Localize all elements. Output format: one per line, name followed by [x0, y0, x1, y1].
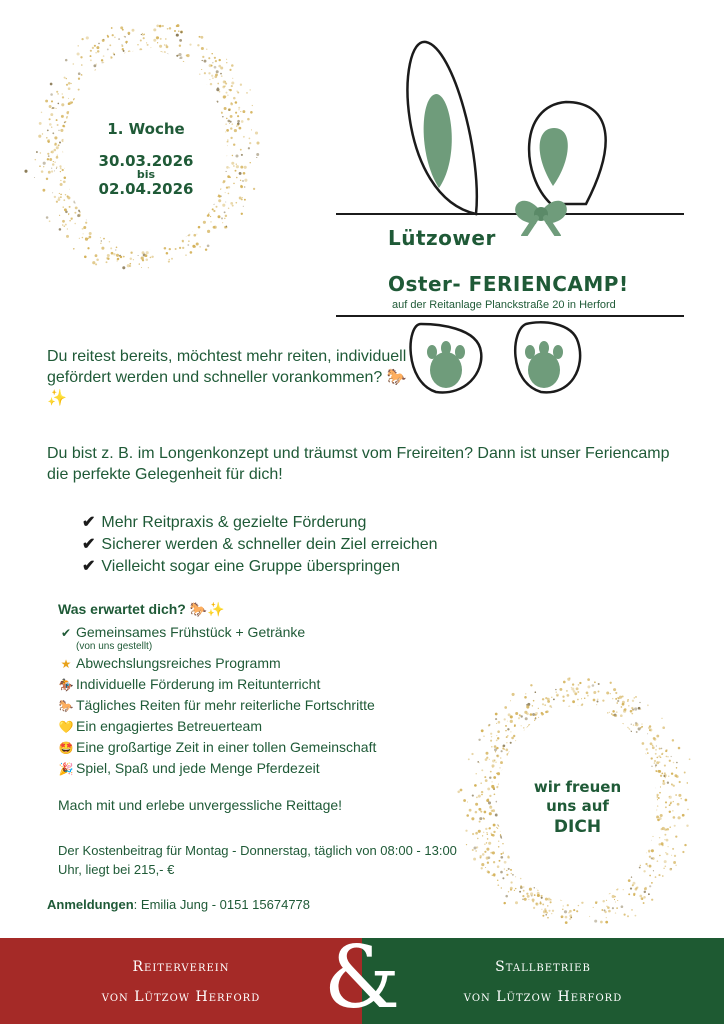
ampersand-logo: & — [323, 928, 401, 1028]
wir-freuen-line1: wir freuen — [533, 778, 622, 796]
wir-freuen-line3: DICH — [553, 817, 602, 837]
camp-title-line1: Lützower — [388, 226, 496, 250]
intro-paragraph-1: Du reitest bereits, möchtest mehr reiten, individuell gefördert werden und schneller vorankommen? 🐎✨ — [47, 348, 407, 407]
footer-left-line2: von Lützow Herford — [101, 989, 261, 1005]
left-paw-icon — [411, 324, 482, 392]
list-item: ★ Abwechslungsreiches Programm — [58, 653, 376, 674]
horse-icon: 🐎 — [58, 699, 74, 713]
check-item: ✔ Mehr Reitpraxis & gezielte Förderung — [82, 514, 367, 531]
footer-reiterverein — [0, 938, 362, 1024]
camp-location: auf der Reitanlage Planckstraße 20 in Herford — [392, 299, 616, 311]
star-eyes-icon: 🤩 — [58, 741, 74, 755]
week-egg-label — [86, 120, 206, 198]
heart-icon: 💛 — [58, 720, 74, 734]
list-item: 🤩 Eine großartige Zeit in einer tollen Gemeinschaft — [58, 737, 376, 758]
right-paw-icon — [515, 322, 580, 392]
intro-paragraph-2: Du bist z. B. im Longenkonzept und träumst vom Freireiten? Dann ist unser Feriencamp die perfekte Gelegenheit für dich! — [47, 445, 670, 483]
bunny-ears-illustration — [336, 36, 686, 236]
list-item: ✔ Gemeinsames Frühstück + Getränke (von uns gestellt) — [58, 622, 376, 653]
check-item: ✔ Vielleicht sogar eine Gruppe überspringen — [82, 558, 400, 575]
bis-label: bis — [136, 168, 156, 181]
list-item: 🐎 Tägliches Reiten für mehr reiterliche Fortschritte — [58, 695, 376, 716]
week-label: 1. Woche — [107, 120, 185, 138]
registration-contact: : Emilia Jung - 0151 15674778 — [133, 897, 311, 912]
party-popper-icon: 🎉 — [58, 762, 74, 776]
mach-mit-text: Mach mit und erlebe unvergessliche Reittage! — [58, 797, 343, 813]
benefit-check-list — [82, 512, 438, 578]
start-date: 30.03.2026 — [98, 152, 194, 170]
footer-right-line2: von Lützow Herford — [463, 989, 623, 1005]
registration-info — [47, 897, 310, 912]
footer-left-line1: Reiterverein — [132, 959, 230, 975]
end-date: 02.04.2026 — [98, 180, 194, 198]
footer-stallbetrieb — [362, 938, 724, 1024]
list-item: 🏇 Individuelle Förderung im Reitunterricht — [58, 674, 376, 695]
list-item: 💛 Ein engagiertes Betreuerteam — [58, 716, 376, 737]
expect-heading: Was erwartet dich? 🐎✨ — [58, 601, 225, 617]
wir-freuen-line2: uns auf — [546, 797, 609, 815]
check-icon: ✔ — [82, 558, 96, 575]
note-text: (von uns gestellt) — [76, 641, 153, 652]
star-icon: ★ — [60, 657, 72, 671]
check-icon: ✔ — [82, 536, 96, 553]
footer-right-line1: Stallbetrieb — [495, 959, 591, 975]
wir-freuen-egg-label — [515, 778, 640, 838]
horse-rider-icon: 🏇 — [58, 678, 74, 692]
check-icon: ✔ — [82, 514, 96, 531]
cost-info: Der Kostenbeitrag für Montag - Donnerstag, täglich von 08:00 - 13:00 Uhr, liegt bei 215,- € — [58, 843, 457, 877]
bow-icon — [515, 201, 567, 236]
check-icon: ✔ — [60, 626, 72, 640]
list-item: 🎉 Spiel, Spaß und jede Menge Pferdezeit — [58, 758, 376, 779]
check-item: ✔ Sicherer werden & schneller dein Ziel erreichen — [82, 536, 438, 553]
registration-label: Anmeldungen — [47, 897, 134, 912]
expect-list — [58, 622, 376, 779]
camp-title-line2: Oster- FERIENCAMP! — [388, 272, 629, 296]
